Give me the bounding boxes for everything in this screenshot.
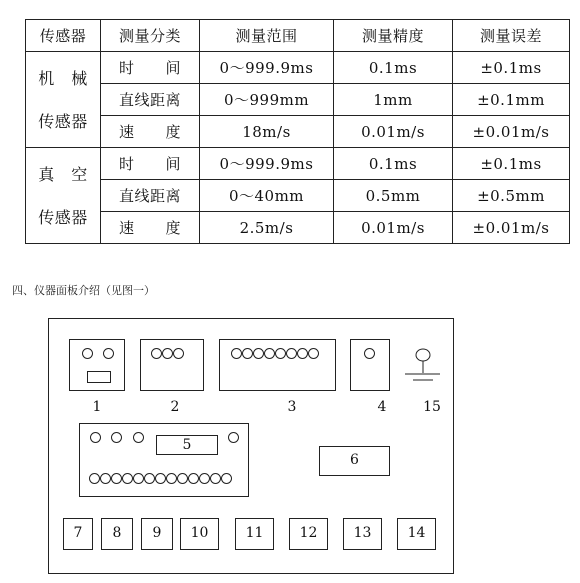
module-label: 6	[350, 452, 359, 468]
knob-icon	[100, 473, 111, 484]
table-cell: 2.5m/s	[200, 212, 334, 244]
panel-button-8	[101, 518, 133, 550]
table-cell: 直线距离	[101, 180, 200, 212]
table-cell: ±0.01m/s	[453, 212, 570, 244]
module-label: 12	[299, 525, 318, 541]
header-cell: 测量分类	[101, 20, 200, 52]
module-label: 13	[353, 525, 372, 541]
table-cell: 0～999mm	[200, 84, 334, 116]
display-window	[156, 435, 218, 455]
knob-icon	[111, 432, 122, 443]
table-cell: ±0.5mm	[453, 180, 570, 212]
module-label: 15	[423, 399, 441, 415]
table-cell: 速 度	[101, 212, 200, 244]
table-cell: 直线距离	[101, 84, 200, 116]
sensor-name: 机 械	[38, 68, 88, 88]
knob-icon	[90, 432, 101, 443]
sensor-name: 传感器	[38, 111, 88, 131]
module-label: 10	[190, 525, 209, 541]
table-cell: 0～999.9ms	[200, 52, 334, 84]
module-label: 14	[407, 525, 426, 541]
panel-button-13	[343, 518, 382, 550]
knob-icon	[144, 473, 155, 484]
module-label: 1	[92, 399, 102, 415]
table-cell: ±0.1ms	[453, 52, 570, 84]
sensor-name: 传感器	[38, 207, 88, 227]
table-cell: ±0.1mm	[453, 84, 570, 116]
table-cell: 0.01m/s	[334, 212, 453, 244]
knob-icon	[199, 473, 210, 484]
module-label: 5	[182, 437, 192, 453]
table-cell: 速 度	[101, 116, 200, 148]
table-cell: 0.1ms	[334, 148, 453, 180]
panel-button-12	[289, 518, 328, 550]
knob-icon	[133, 432, 144, 443]
panel-button-11	[235, 518, 274, 550]
module-label: 8	[112, 525, 122, 541]
header-cell: 测量范围	[200, 20, 334, 52]
panel-button-7	[63, 518, 93, 550]
module-label: 9	[152, 525, 162, 541]
table-cell: 时 间	[101, 52, 200, 84]
table-cell: 0.01m/s	[334, 116, 453, 148]
header-cell: 测量精度	[334, 20, 453, 52]
module-5	[79, 423, 249, 497]
table-cell: 0～40mm	[200, 180, 334, 212]
sensor-name: 真 空	[38, 164, 88, 184]
module-label: 11	[245, 525, 264, 541]
knob-icon	[210, 473, 221, 484]
table-cell: 时 间	[101, 148, 200, 180]
knob-icon	[133, 473, 144, 484]
module-label: 4	[377, 399, 387, 415]
table-cell: 0.1ms	[334, 52, 453, 84]
knob-icon	[155, 473, 166, 484]
knob-icon	[122, 473, 133, 484]
section-title: 四、仪器面板介绍（见图一）	[12, 284, 155, 297]
panel-button-14	[397, 518, 436, 550]
header-cell: 测量误差	[453, 20, 570, 52]
knob-icon	[228, 432, 239, 443]
knob-icon	[177, 473, 188, 484]
panel-button-10	[180, 518, 219, 550]
table-cell: 18m/s	[200, 116, 334, 148]
knob-icon	[166, 473, 177, 484]
header-cell: 传感器	[26, 20, 101, 52]
table-cell: ±0.01m/s	[453, 116, 570, 148]
knob-icon	[89, 473, 100, 484]
knob-icon	[188, 473, 199, 484]
module-label: 7	[73, 525, 83, 541]
table-cell: ±0.1ms	[453, 148, 570, 180]
table-cell: 0.5mm	[334, 180, 453, 212]
module-label: 2	[170, 399, 180, 415]
knob-icon	[111, 473, 122, 484]
table-cell: 0～999.9ms	[200, 148, 334, 180]
knob-icon	[221, 473, 232, 484]
table-cell: 1mm	[334, 84, 453, 116]
module-label: 3	[287, 399, 297, 415]
module-6	[319, 446, 390, 476]
panel-button-9	[141, 518, 173, 550]
